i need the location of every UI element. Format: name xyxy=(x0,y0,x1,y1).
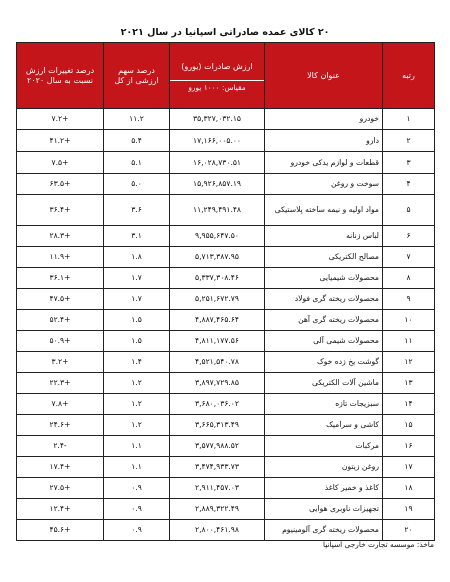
header-value-scale: مقیاس: ۱۰۰۰ یورو xyxy=(170,80,264,93)
cell-rank: ۱۹ xyxy=(383,499,435,520)
cell-value: ۳۵,۳۲۷,۰۳۲.۱۵ xyxy=(170,109,265,130)
cell-name: سبزیجات تازه xyxy=(265,394,383,415)
cell-value: ۵,۳۳۷,۳۰۸.۴۶ xyxy=(170,268,265,289)
cell-share: ۱.۷ xyxy=(104,268,170,289)
cell-rank: ۷ xyxy=(383,247,435,268)
cell-change: -۲.۴ xyxy=(17,436,104,457)
header-change: درصد تغییرات ارزش نسبت به سال ۲۰۲۰ xyxy=(17,43,104,109)
cell-name: گوشت یخ زده خوک xyxy=(265,352,383,373)
cell-rank: ۱۸ xyxy=(383,478,435,499)
cell-name: محصولات شیمی آلی xyxy=(265,331,383,352)
cell-share: ۱.۲ xyxy=(104,415,170,436)
exports-table xyxy=(16,42,435,541)
cell-rank: ۱۲ xyxy=(383,352,435,373)
cell-rank: ۱۵ xyxy=(383,415,435,436)
cell-share: ۱.۵ xyxy=(104,331,170,352)
cell-value: ۱۶,۰۲۸,۷۳۰.۵۱ xyxy=(170,152,265,174)
cell-share: ۰.۹ xyxy=(104,520,170,541)
cell-value: ۱۵,۹۲۶,۸۵۷.۱۹ xyxy=(170,174,265,195)
cell-share: ۱.۸ xyxy=(104,247,170,268)
cell-name: خودرو xyxy=(265,109,383,130)
cell-rank: ۴ xyxy=(383,174,435,195)
cell-value: ۴,۸۱۱,۱۷۷.۵۶ xyxy=(170,331,265,352)
cell-share: ۱.۱ xyxy=(104,436,170,457)
header-rank: رتبه xyxy=(383,43,435,109)
cell-change: +۳۶.۱ xyxy=(17,268,104,289)
cell-rank: ۱۷ xyxy=(383,457,435,478)
cell-name: دارو xyxy=(265,130,383,152)
cell-change: +۵۲.۴ xyxy=(17,310,104,331)
cell-rank: ۳ xyxy=(383,152,435,174)
table-row xyxy=(17,152,435,174)
cell-rank: ۶ xyxy=(383,226,435,247)
cell-share: ۵.۰ xyxy=(104,174,170,195)
table-row xyxy=(17,394,435,415)
cell-rank: ۱ xyxy=(383,109,435,130)
cell-share: ۱.۷ xyxy=(104,289,170,310)
cell-rank: ۱۱ xyxy=(383,331,435,352)
cell-share: ۱۱.۲ xyxy=(104,109,170,130)
table-header-row xyxy=(17,43,435,109)
cell-name: مصالح الکتریکی xyxy=(265,247,383,268)
cell-name: کاغذ و خمیر کاغذ xyxy=(265,478,383,499)
cell-name: مرکبات xyxy=(265,436,383,457)
cell-share: ۳.۱ xyxy=(104,226,170,247)
cell-rank: ۲ xyxy=(383,130,435,152)
cell-change: +۴۷.۵ xyxy=(17,289,104,310)
cell-rank: ۱۴ xyxy=(383,394,435,415)
cell-name: کاشی و سرامیک xyxy=(265,415,383,436)
table-row xyxy=(17,130,435,152)
cell-share: ۱.۲ xyxy=(104,373,170,394)
header-name: عنوان کالا xyxy=(265,43,383,109)
cell-value: ۲,۸۸۹,۳۲۲.۴۹ xyxy=(170,499,265,520)
table-row xyxy=(17,436,435,457)
cell-change: +۶۳.۵ xyxy=(17,174,104,195)
cell-change: +۲۴.۶ xyxy=(17,415,104,436)
table-row xyxy=(17,174,435,195)
cell-change: +۷.۲ xyxy=(17,109,104,130)
cell-name: تجهیزات ناوبری هوایی xyxy=(265,499,383,520)
cell-change: +۳۶.۴ xyxy=(17,195,104,226)
cell-value: ۲,۸۰۰,۴۶۱.۹۸ xyxy=(170,520,265,541)
cell-share: ۱.۵ xyxy=(104,310,170,331)
table-row xyxy=(17,268,435,289)
cell-rank: ۱۰ xyxy=(383,310,435,331)
cell-change: +۵۰.۹ xyxy=(17,331,104,352)
cell-name: قطعات و لوازم یدکی خودرو xyxy=(265,152,383,174)
cell-value: ۱۷,۱۶۶,۰۰۵.۰۰ xyxy=(170,130,265,152)
cell-change: +۱۷.۴ xyxy=(17,457,104,478)
cell-name: ماشین آلات الکتریکی xyxy=(265,373,383,394)
cell-change: +۷.۵ xyxy=(17,152,104,174)
cell-change: +۱۱.۹ xyxy=(17,247,104,268)
cell-value: ۳,۸۹۷,۷۲۹.۸۵ xyxy=(170,373,265,394)
header-share: درصد سهم ارزشی از کل xyxy=(104,43,170,109)
cell-share: ۱.۲ xyxy=(104,394,170,415)
cell-change: +۲۸.۳ xyxy=(17,226,104,247)
cell-change: +۷.۸ xyxy=(17,394,104,415)
cell-name: مواد اولیه و نیمه ساخته پلاستیکی xyxy=(265,195,383,226)
table-row xyxy=(17,352,435,373)
cell-name: محصولات ریخته گری آلومینیوم xyxy=(265,520,383,541)
cell-share: ۱.۴ xyxy=(104,352,170,373)
table-row xyxy=(17,373,435,394)
cell-rank: ۹ xyxy=(383,289,435,310)
table-row xyxy=(17,310,435,331)
cell-rank: ۸ xyxy=(383,268,435,289)
table-row xyxy=(17,520,435,541)
cell-share: ۰.۹ xyxy=(104,499,170,520)
source-note: ماخذ: موسسه تجارت خارجی اسپانیا xyxy=(322,540,434,549)
cell-share: ۳.۶ xyxy=(104,195,170,226)
cell-rank: ۱۳ xyxy=(383,373,435,394)
table-body xyxy=(17,109,435,541)
cell-share: ۱.۱ xyxy=(104,457,170,478)
cell-value: ۱۱,۲۴۹,۴۹۱.۴۸ xyxy=(170,195,265,226)
cell-value: ۳,۴۷۴,۹۳۳.۷۳ xyxy=(170,457,265,478)
cell-name: محصولات ریخته گری فولاد xyxy=(265,289,383,310)
cell-change: +۲۷.۵ xyxy=(17,478,104,499)
cell-name: روغن زیتون xyxy=(265,457,383,478)
cell-rank: ۲۰ xyxy=(383,520,435,541)
cell-change: +۲۲.۳ xyxy=(17,373,104,394)
document-title: ۲۰ کالای عمده صادراتی اسپانیا در سال ۲۰۲۱ xyxy=(120,27,330,38)
table-row xyxy=(17,331,435,352)
cell-value: ۵,۷۱۳,۳۸۷.۹۵ xyxy=(170,247,265,268)
table-row xyxy=(17,499,435,520)
table-row xyxy=(17,195,435,226)
header-value-label: ارزش صادرات (یورو) xyxy=(181,62,253,71)
header-value xyxy=(170,43,265,109)
table-row xyxy=(17,415,435,436)
cell-rank: ۱۶ xyxy=(383,436,435,457)
table-row xyxy=(17,226,435,247)
cell-value: ۹,۹۵۵,۶۴۷.۵۰ xyxy=(170,226,265,247)
cell-share: ۰.۹ xyxy=(104,478,170,499)
cell-name: محصولات ریخته گری آهن xyxy=(265,310,383,331)
cell-change: +۴۱.۲ xyxy=(17,130,104,152)
cell-name: لباس زنانه xyxy=(265,226,383,247)
cell-value: ۳,۶۸۰,۰۳۶.۰۲ xyxy=(170,394,265,415)
cell-rank: ۵ xyxy=(383,195,435,226)
cell-value: ۴,۸۸۷,۴۶۵.۶۴ xyxy=(170,310,265,331)
table-row xyxy=(17,109,435,130)
cell-value: ۳,۵۷۷,۹۸۸.۵۲ xyxy=(170,436,265,457)
cell-share: ۵.۱ xyxy=(104,152,170,174)
cell-value: ۲,۹۱۱,۴۵۷.۰۳ xyxy=(170,478,265,499)
table-row xyxy=(17,247,435,268)
table-row xyxy=(17,289,435,310)
cell-value: ۳,۶۶۵,۳۱۳.۴۹ xyxy=(170,415,265,436)
cell-value: ۴,۵۲۱,۵۴۰.۷۸ xyxy=(170,352,265,373)
cell-share: ۵.۴ xyxy=(104,130,170,152)
table-row xyxy=(17,478,435,499)
cell-change: +۱۲.۴ xyxy=(17,499,104,520)
cell-change: +۳.۲ xyxy=(17,352,104,373)
cell-change: +۴۵.۶ xyxy=(17,520,104,541)
cell-name: سوخت و روغن xyxy=(265,174,383,195)
table-row xyxy=(17,457,435,478)
cell-value: ۵,۲۵۱,۶۷۲.۷۹ xyxy=(170,289,265,310)
cell-name: محصولات شیمیایی xyxy=(265,268,383,289)
